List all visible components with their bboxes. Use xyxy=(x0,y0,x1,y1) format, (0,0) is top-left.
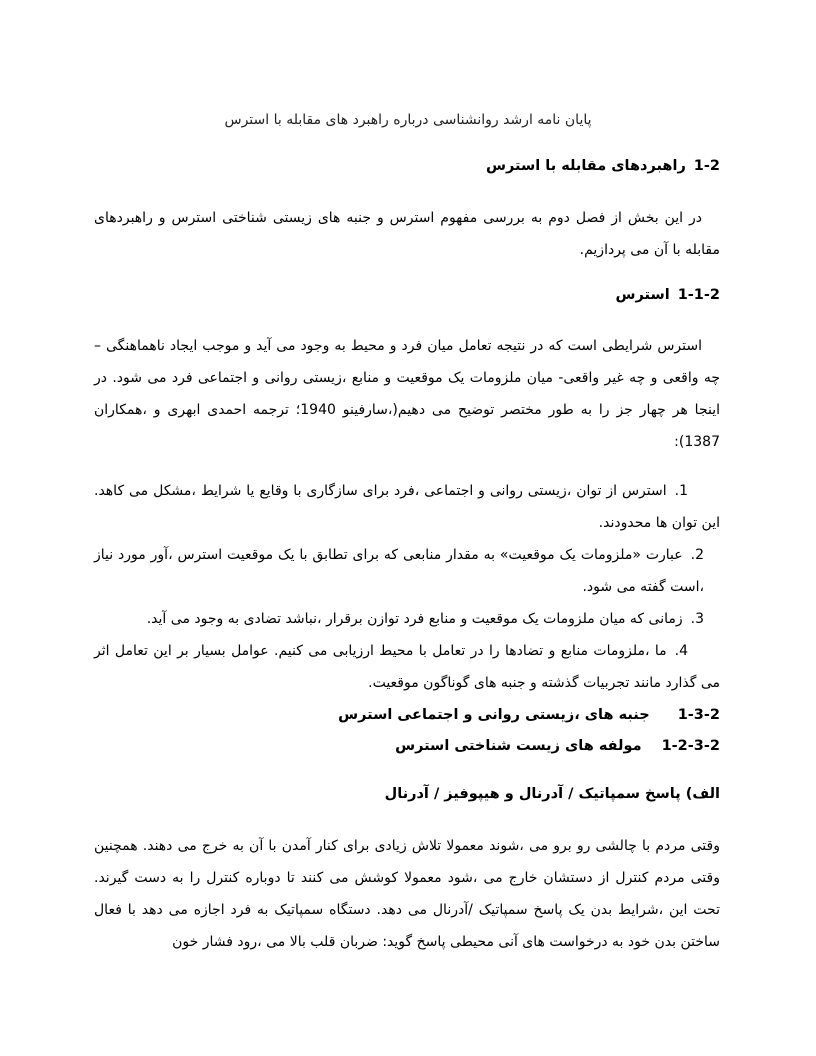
section-number: 1-1-2 xyxy=(677,287,720,303)
body-paragraph: وقتی مردم با چالشی رو برو می ،شوند معمولا تلاش زیادی برای کنار آمدن با آن به خرج می دهند. همچنین وقتی مردم کنترل از دستشان خارج می ،شود معمولا کوشش می کنند تا دوباره کنترل را به دست گیرند. تحت این ،شرایط بدن یک پاسخ سمپاتیک /آدرنال می دهد. دستگاه سمپاتیک به فرد اجازه می دهد با فعال ساختن بدن خود به درخواست های آنی محیطی پاسخ گوید: ضربان قلب بالا می ،رود فشار خون xyxy=(94,838,720,950)
section-title: راهبردهای مقابله با استرس xyxy=(486,158,686,174)
section-number: 1-2 xyxy=(693,158,720,174)
list-number: 1. xyxy=(674,483,688,499)
list-number: 2. xyxy=(690,547,704,563)
section-title: استرس xyxy=(615,287,670,303)
intro-paragraph: در این بخش از فصل دوم به بررسی مفهوم استرس و جنبه های زیستی شناختی استرس و راهبردهای مقابله با آن می پردازیم. xyxy=(94,210,720,258)
list-text: زمانی که میان ملزومات یک موقعیت و منابع فرد توازن برقرار ،نباشد تضادی به وجود می آید. xyxy=(146,611,683,627)
section-number: 1-2-3-2 xyxy=(661,738,720,754)
list-item xyxy=(94,539,720,603)
running-header: پایان نامه ارشد روانشناسی درباره راهبرد های مقابله با استرس xyxy=(224,112,592,128)
section-heading-1-1-2 xyxy=(94,287,720,303)
subsection-heading-alef: الف) پاسخ سمپاتیک / آدرنال و هیپوفیز / آدرنال xyxy=(384,786,720,802)
list-item xyxy=(94,603,720,635)
list-item xyxy=(94,475,720,539)
numbered-list xyxy=(94,475,720,699)
list-number: 4. xyxy=(674,643,688,659)
section-heading-1-3-2 xyxy=(338,707,720,723)
section-title: مولفه های زیست شناختی استرس xyxy=(395,738,642,754)
definition-paragraph: استرس شرایطی است که در نتیجه تعامل میان فرد و محیط به وجود می آید و موجب ایجاد ناهماهنگی – چه واقعی و چه غیر واقعی- میان ملزومات یک موقعیت و منابع ،زیستی روانی و اجتماعی فرد می شود. در اینجا هر چهار جز را به طور مختصر توضیح می دهیم(،سارفینو 1940؛ ترجمه احمدی ابهری و ،همکاران 1387): xyxy=(94,338,720,450)
section-heading-1-2-3-2 xyxy=(395,738,720,754)
list-text: عبارت «ملزومات یک موقعیت» به مقدار منابعی که برای تطابق با یک موقعیت استرس ،آور مورد نیاز ،است گفته می شود. xyxy=(94,547,704,595)
section-number: 1-3-2 xyxy=(677,707,720,723)
list-text: استرس از توان ،زیستی روانی و اجتماعی ،فرد برای سازگاری با وقایع یا شرایط ،مشکل می کاهد. این توان ها محدودند. xyxy=(94,483,720,531)
list-number: 3. xyxy=(690,611,704,627)
list-item xyxy=(94,635,720,699)
section-heading-1-2 xyxy=(94,158,720,174)
section-title: جنبه های ،زیستی روانی و اجتماعی استرس xyxy=(338,707,650,723)
list-text: ما ،ملزومات منابع و تضادها را در تعامل با محیط ارزیابی می کنیم. عوامل بسیار بر این تعامل اثر می گذارد مانند تجربیات گذشته و جنبه های گوناگون موقعیت. xyxy=(94,643,720,691)
